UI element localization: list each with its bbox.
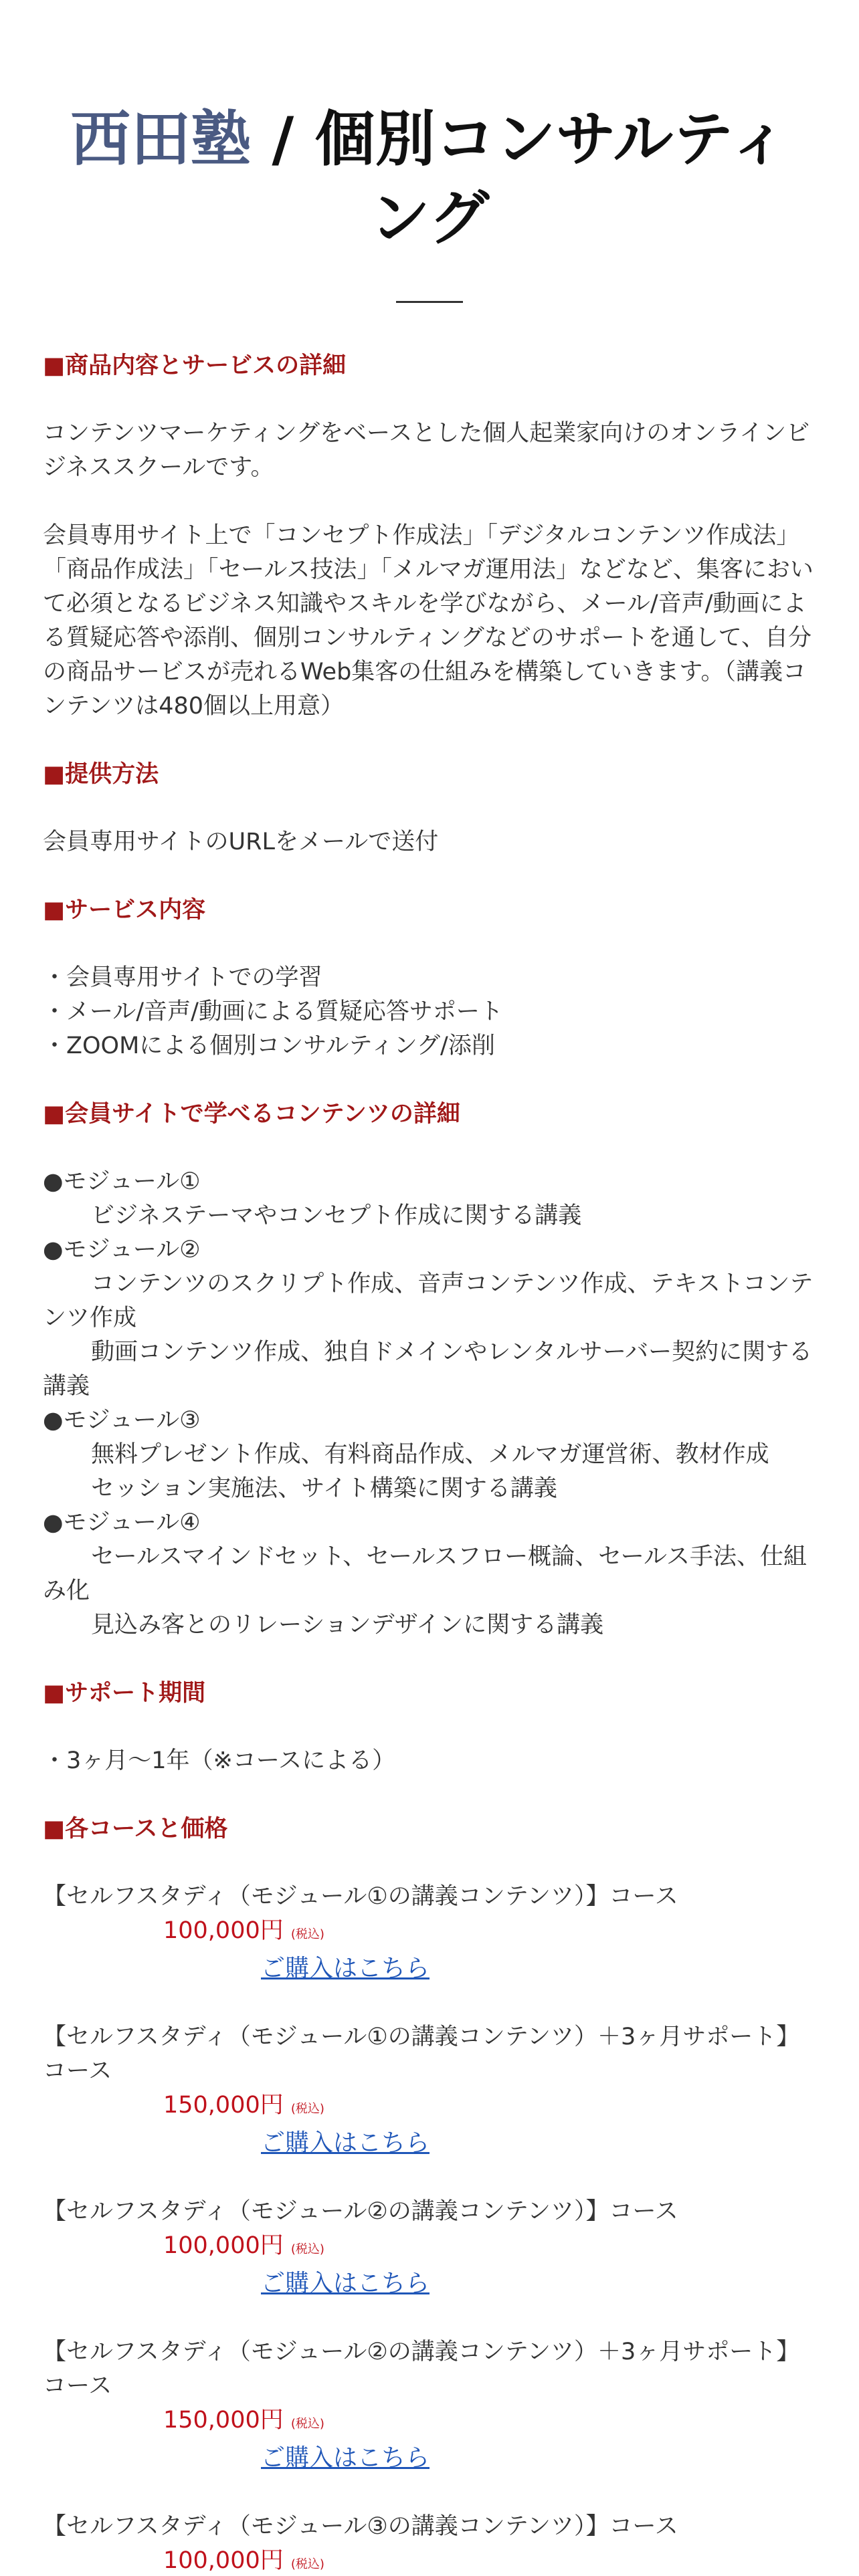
support-text: ・3ヶ月〜1年（※コースによる） bbox=[43, 1747, 396, 1774]
course-name: 【セルフスタディ（モジュール①の講義コンテンツ）＋3ヶ月サポート】コース bbox=[43, 2024, 800, 2084]
course-item bbox=[43, 2020, 819, 2161]
product-paragraph-2: 会員専用サイト上で「コンセプト作成法」「デジタルコンテンツ作成法」「商品作成法」「セールス技法」「メルマガ運用法」などなど、集客において必須となるビジネス知識やスキルを学びながら、メール/音声/動画による質疑応答や添削、個別コンサルティングなどのサポートを通して、自分の商品サービスが売れるWeb集客の仕組みを構築していきます。（講義コンテンツは480個以上用意） bbox=[43, 522, 814, 720]
module-line: ビジネステーマやコンセプト作成に関する講義 bbox=[91, 1202, 582, 1229]
module-line: セールスマインドセット、セールスフロー概論、セールス手法、仕組み化 bbox=[43, 1543, 807, 1604]
module-heading: ●モジュール③ bbox=[43, 1407, 201, 1434]
course-item bbox=[43, 2195, 819, 2301]
section-product bbox=[43, 349, 819, 724]
tax-label: (税込) bbox=[290, 2417, 324, 2431]
section-title-delivery: ■提供方法 bbox=[43, 761, 159, 788]
course-item bbox=[43, 2510, 819, 2576]
tax-label: (税込) bbox=[290, 1927, 324, 1941]
section-title-service: ■サービス内容 bbox=[43, 897, 206, 924]
tax-label: (税込) bbox=[290, 2242, 324, 2256]
section-title-courses: ■各コースと価格 bbox=[43, 1816, 228, 1842]
brand-name: 西田塾 bbox=[70, 104, 252, 175]
section-contents bbox=[43, 1097, 819, 1642]
main-content bbox=[43, 349, 819, 2576]
tax-label: (税込) bbox=[290, 2557, 324, 2571]
section-title-product: ■商品内容とサービスの詳細 bbox=[43, 352, 347, 379]
list-item: ・会員専用サイトでの学習 bbox=[43, 964, 322, 991]
course-item bbox=[43, 2335, 819, 2476]
tax-label: (税込) bbox=[290, 2102, 324, 2116]
course-price-row bbox=[43, 2403, 819, 2441]
module-heading: ●モジュール② bbox=[43, 1237, 201, 1263]
course-item bbox=[43, 1880, 819, 1986]
module-heading: ●モジュール① bbox=[43, 1168, 201, 1195]
buy-row bbox=[43, 2441, 819, 2476]
course-price: 100,000円 bbox=[163, 1917, 284, 1944]
section-title-support: ■サポート期間 bbox=[43, 1680, 206, 1707]
course-price-row bbox=[43, 1914, 819, 1951]
module-line: 見込み客とのリレーションデザインに関する講義 bbox=[91, 1612, 604, 1638]
section-courses bbox=[43, 1812, 819, 2576]
delivery-text: 会員専用サイトのURLをメールで送付 bbox=[43, 829, 439, 855]
buy-link[interactable]: ご購入はこちら bbox=[261, 2444, 430, 2472]
page-title-text: / 個別コンサルティング bbox=[251, 104, 789, 253]
buy-link[interactable]: ご購入はこちら bbox=[261, 2129, 430, 2157]
section-delivery bbox=[43, 758, 819, 859]
service-list bbox=[43, 961, 819, 1063]
section-service bbox=[43, 893, 819, 1063]
module-list bbox=[43, 1165, 819, 1642]
buy-link[interactable]: ご購入はこちら bbox=[261, 2270, 430, 2297]
list-item: ・ZOOMによる個別コンサルティング/添削 bbox=[43, 1033, 495, 1059]
course-price-row bbox=[43, 2229, 819, 2266]
module-line: コンテンツのスクリプト作成、音声コンテンツ作成、テキストコンテンツ作成 bbox=[43, 1271, 814, 1331]
module-line: セッション実施法、サイト構築に関する講義 bbox=[91, 1475, 557, 1502]
course-price: 150,000円 bbox=[163, 2407, 284, 2434]
course-price: 100,000円 bbox=[163, 2232, 284, 2259]
course-price-row bbox=[43, 2544, 819, 2576]
section-support bbox=[43, 1677, 819, 1778]
list-item: ・メール/音声/動画による質疑応答サポート bbox=[43, 998, 503, 1025]
course-price: 150,000円 bbox=[163, 2092, 284, 2119]
course-price: 100,000円 bbox=[163, 2547, 284, 2574]
buy-row bbox=[43, 2266, 819, 2301]
buy-link[interactable]: ご購入はこちら bbox=[261, 1955, 430, 1982]
course-name: 【セルフスタディ（モジュール①の講義コンテンツ）】コース bbox=[43, 1883, 678, 1910]
page-title bbox=[43, 100, 816, 258]
buy-row bbox=[43, 2126, 819, 2161]
section-title-contents: ■会員サイトで学べるコンテンツの詳細 bbox=[43, 1101, 460, 1128]
course-name: 【セルフスタディ（モジュール②の講義コンテンツ）】コース bbox=[43, 2198, 678, 2225]
course-name: 【セルフスタディ（モジュール③の講義コンテンツ）】コース bbox=[43, 2513, 678, 2540]
title-divider bbox=[396, 301, 463, 303]
product-paragraph-1: コンテンツマーケティングをベースとした個人起業家向けのオンラインビジネススクールです。 bbox=[43, 420, 810, 481]
course-name: 【セルフスタディ（モジュール②の講義コンテンツ）＋3ヶ月サポート】コース bbox=[43, 2339, 800, 2399]
buy-row bbox=[43, 1951, 819, 1986]
module-heading: ●モジュール④ bbox=[43, 1509, 201, 1536]
module-line: 動画コンテンツ作成、独自ドメインやレンタルサーバー契約に関する講義 bbox=[43, 1339, 813, 1400]
course-price-row bbox=[43, 2088, 819, 2126]
module-line: 無料プレゼント作成、有料商品作成、メルマガ運営術、教材作成 bbox=[91, 1441, 769, 1468]
